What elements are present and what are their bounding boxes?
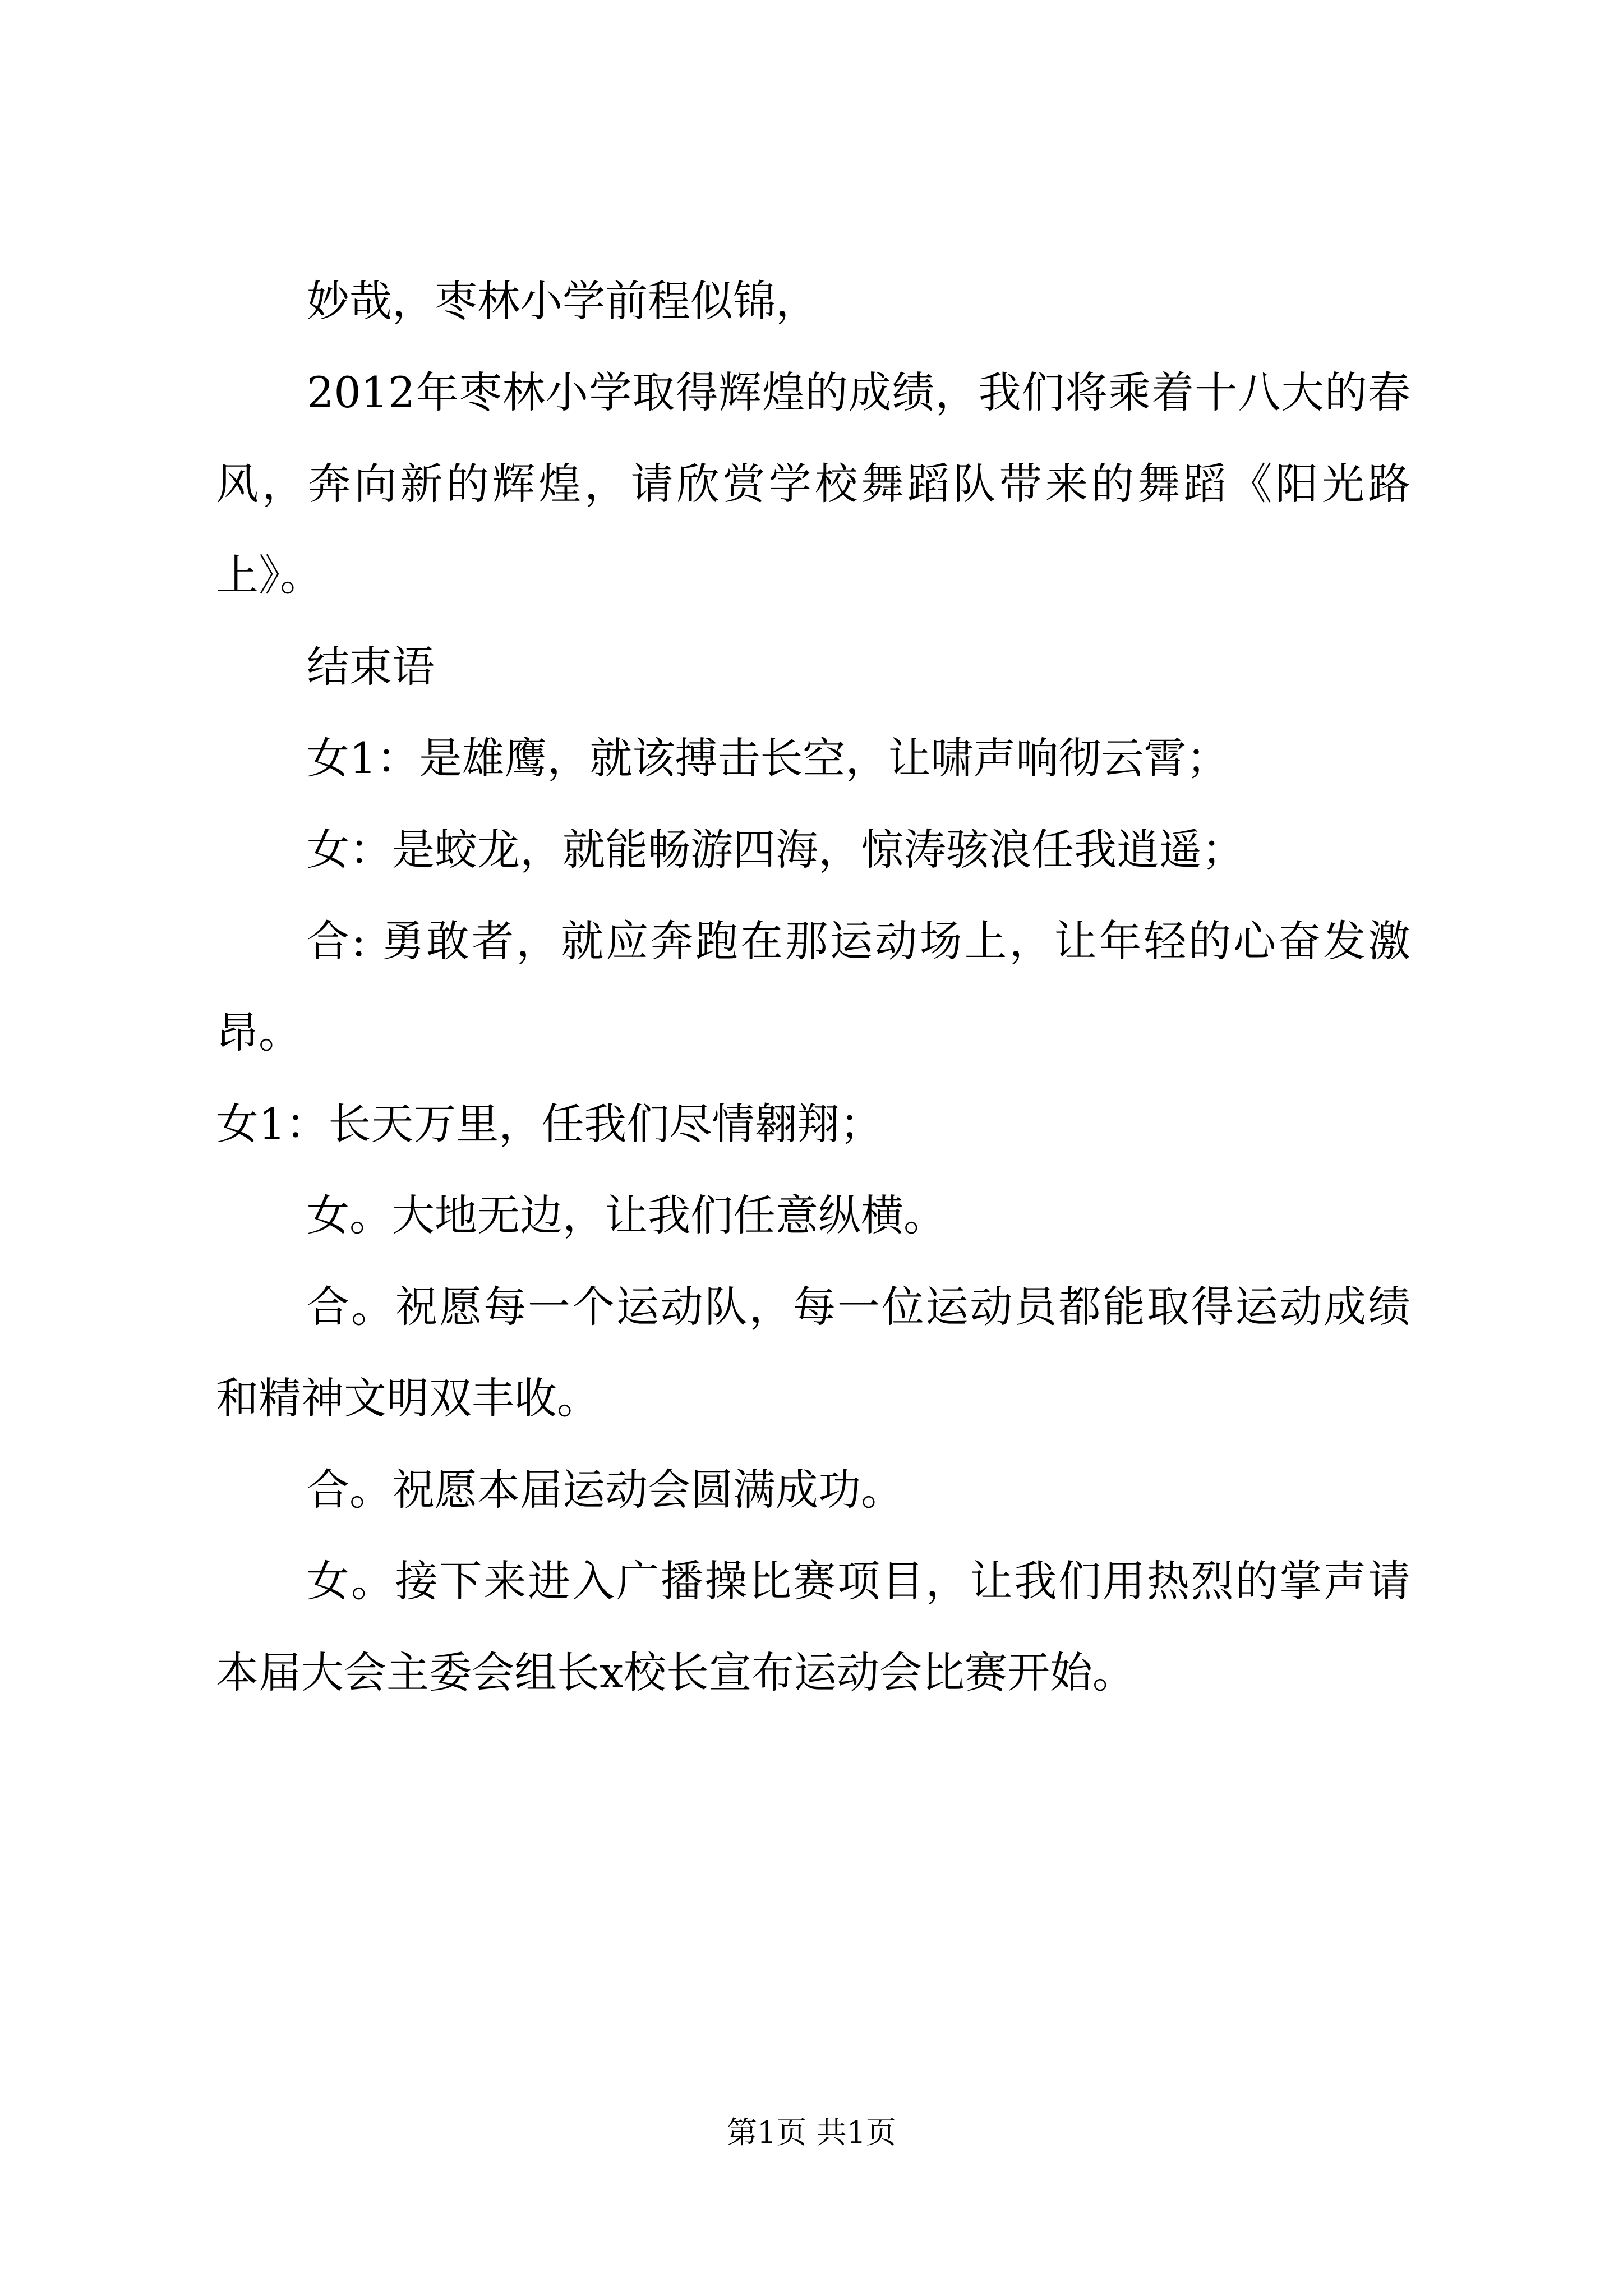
page-footer: 第1页 共1页 — [727, 2115, 896, 2150]
paragraph-6: 合: 勇敢者，就应奔跑在那运动场上，让年轻的心奋发激昂。 — [216, 916, 1410, 1057]
paragraph-10: 合。祝愿本届运动会圆满成功。 — [307, 1465, 903, 1515]
paragraph-5: 女：是蛟龙，就能畅游四海，惊涛骇浪任我逍遥； — [307, 825, 1244, 875]
paragraph-7: 女1：长天万里，任我们尽情翱翔； — [216, 1099, 883, 1149]
document-body — [216, 255, 1410, 1718]
paragraph-2: 2012年枣林小学取得辉煌的成绩，我们将乘着十八大的春风，奔向新的辉煌，请欣赏学校舞蹈队带来的舞蹈《阳光路上》。 — [216, 367, 1410, 600]
paragraph-11: 女。接下来进入广播操比赛项目，让我们用热烈的掌声请本届大会主委会组长x校长宣布运动会比赛开始。 — [216, 1556, 1410, 1697]
paragraph-1: 妙哉，枣林小学前程似锦， — [307, 276, 818, 326]
paragraph-9: 合。祝愿每一个运动队，每一位运动员都能取得运动成绩和精神文明双丰收。 — [216, 1282, 1410, 1423]
paragraph-4: 女1：是雄鹰，就该搏击长空，让啸声响彻云霄； — [307, 733, 1229, 783]
section-heading: 结束语 — [307, 642, 435, 692]
paragraph-8: 女。大地无边，让我们任意纵横。 — [307, 1190, 946, 1240]
